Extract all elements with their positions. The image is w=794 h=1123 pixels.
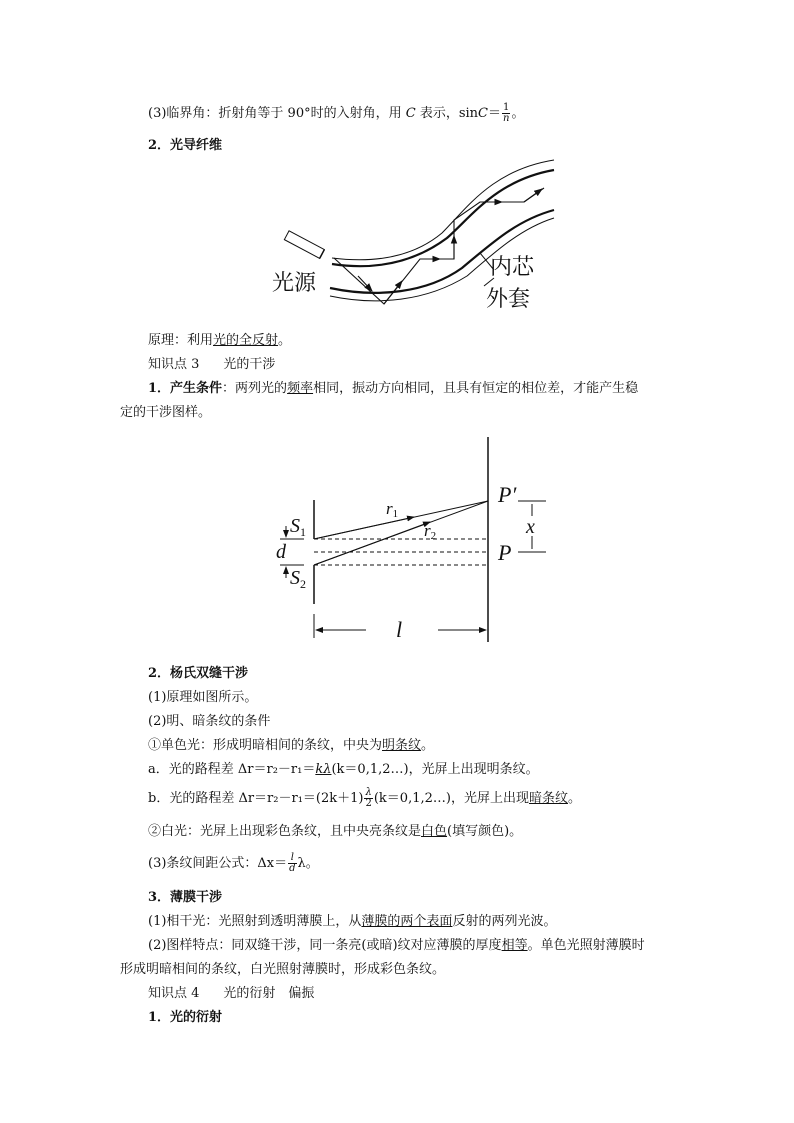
double-slit-figure bbox=[262, 432, 558, 650]
label-l: l bbox=[396, 617, 403, 642]
interference-condition: 1．产生条件：两列光的频率相同，振动方向相同，且具有恒定的相位差，才能产生稳 bbox=[148, 381, 639, 396]
young-heading: 2．杨氏双缝干涉 bbox=[148, 666, 249, 681]
label-p: P bbox=[498, 540, 512, 565]
diffraction-heading: 1．光的衍射 bbox=[148, 1010, 223, 1025]
fiber-label-source: 光源 bbox=[272, 270, 317, 295]
young-principle: (1)原理如图所示。 bbox=[148, 690, 258, 705]
fiber-label-cladding: 外套 bbox=[486, 286, 531, 311]
fraction-1-over-n: $\frac{1}{n}$ bbox=[503, 102, 510, 124]
critical-angle-line: (3)临界角：折射角等于 90°时的入射角，用 C 表示，sinC＝ $\frac{1}{n}$ 。 bbox=[148, 102, 525, 124]
fiber-heading: 2．光导纤维 bbox=[148, 138, 223, 153]
label-s2: $S_2$ bbox=[290, 567, 306, 591]
fiber-principle: 原理：利用光的全反射。 bbox=[148, 333, 292, 348]
fraction-l-over-d: $\frac{l}{d}$ bbox=[289, 852, 296, 874]
label-r2: r2 bbox=[424, 521, 437, 542]
thin-film-pattern-line: (2)图样特点：同双缝干涉，同一条亮(或暗)纹对应薄膜的厚度相等。单色光照射薄膜时 bbox=[148, 938, 645, 953]
label-p-prime: P′ bbox=[498, 482, 517, 507]
fraction-lambda-over-2: $\frac{\lambda}{2}$ bbox=[365, 787, 372, 809]
bright-fringe-line: a．光的路程差 Δr＝r₂－r₁＝kλ(k＝0,1,2…)，光屏上出现明条纹。 bbox=[148, 762, 539, 777]
optical-fiber-figure bbox=[262, 158, 558, 328]
fiber-core-top bbox=[332, 170, 554, 266]
knowledge-point-4: 知识点 4 光的衍射 偏振 bbox=[148, 986, 315, 1001]
fiber-outer-top bbox=[332, 160, 554, 260]
white-light-line: ②白光：光屏上出现彩色条纹，且中央亮条纹是白色(填写颜色)。 bbox=[148, 824, 523, 839]
thin-film-heading: 3．薄膜干涉 bbox=[148, 890, 223, 905]
label-r1: r1 bbox=[386, 499, 399, 520]
dark-fringe-line: b．光的路程差 Δr＝r₂－r₁＝(2k＋1) $\frac{\lambda}{2}$ (k＝0,1,2…)，光屏上出现暗条纹。 bbox=[148, 787, 581, 809]
fringe-spacing-line: (3)条纹间距公式：Δx＝ $\frac{l}{d}$ λ。 bbox=[148, 852, 319, 874]
light-source-icon bbox=[284, 231, 324, 259]
knowledge-point-3: 知识点 3 光的干涉 bbox=[148, 357, 276, 372]
thin-film-coherent-line: (1)相干光：光照射到透明薄膜上，从薄膜的两个表面反射的两列光波。 bbox=[148, 914, 557, 929]
interference-condition-line2: 定的干涉图样。 bbox=[120, 405, 212, 420]
thin-film-pattern-line2: 形成明暗相间的条纹，白光照射薄膜时，形成彩色条纹。 bbox=[120, 962, 446, 977]
fiber-label-core: 内芯 bbox=[490, 254, 535, 279]
label-d: d bbox=[276, 541, 286, 563]
fiber-core-bottom bbox=[330, 210, 554, 293]
label-x: x bbox=[526, 516, 535, 538]
monochromatic-line: ①单色光：形成明暗相间的条纹，中央为明条纹。 bbox=[148, 738, 435, 753]
label-s1: $S_1$ bbox=[290, 515, 306, 539]
young-conditions: (2)明、暗条纹的条件 bbox=[148, 714, 271, 729]
